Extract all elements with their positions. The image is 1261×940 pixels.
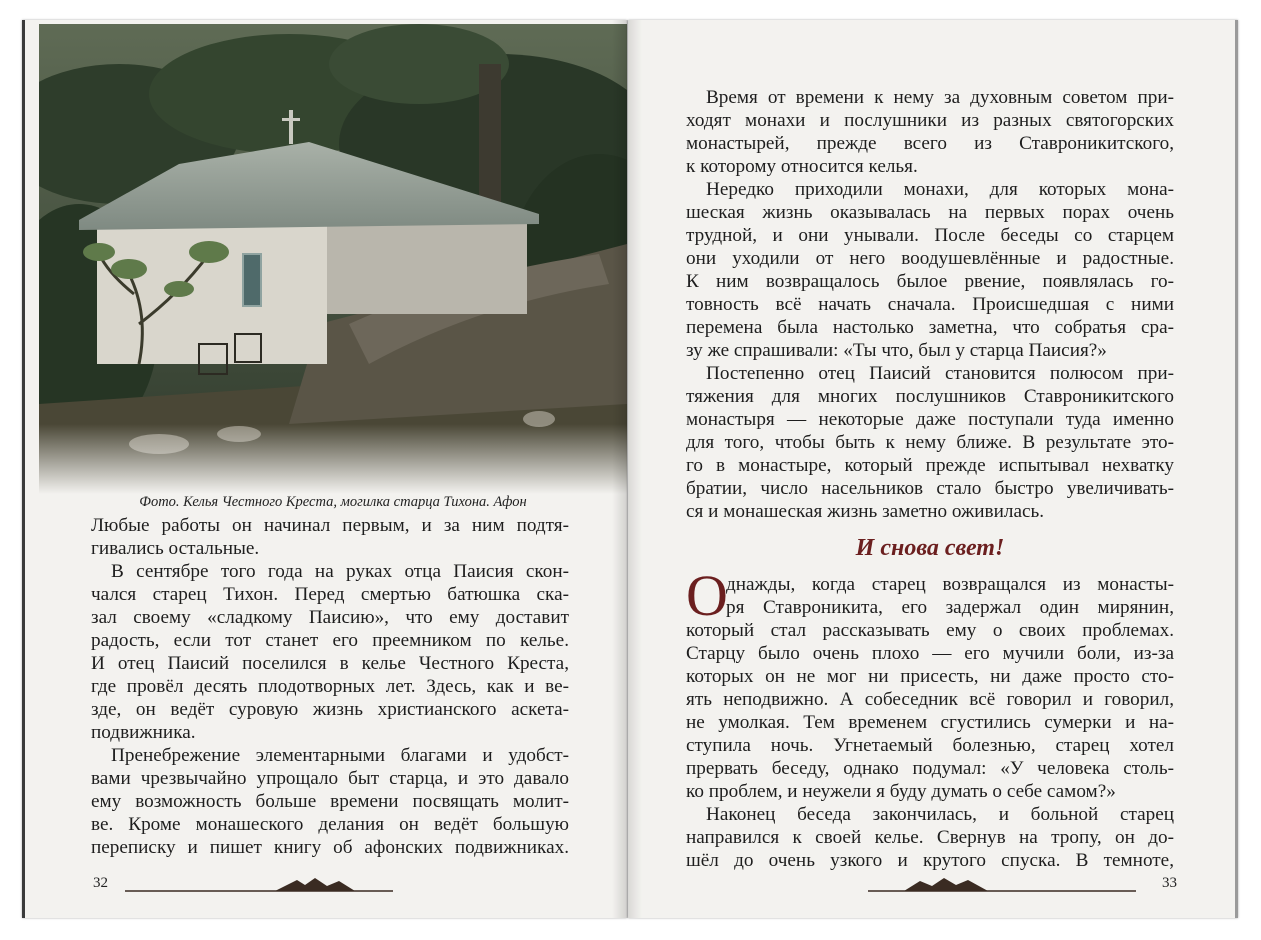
- text-line: товность всё начать сначала. Происшедшая с ними: [686, 294, 1174, 315]
- text-line: братии, число насельников стало быстро увеличивать-: [686, 478, 1174, 499]
- text-line: гивались остальные.: [91, 538, 260, 559]
- text-line: зде, он ведёт суровую жизнь христианского аскета-: [91, 699, 569, 720]
- dropcap-line: днажды, когда старец возвращался из монасты-: [726, 574, 1174, 595]
- text-line: ко проблем, и неужели я буду думать о себе самом?»: [686, 781, 1116, 802]
- right-page-text: [686, 86, 1174, 872]
- text-line: Старцу было очень плохо — его мучили боли, из-за: [686, 643, 1174, 664]
- text-line: они уходили от него воодушевлённые и радостные.: [686, 248, 1174, 269]
- text-line: Постепенно отец Паисий становится полюсом при-: [706, 363, 1174, 384]
- text-line: тяжения для многих послушников Ставроникитского: [686, 386, 1174, 407]
- window: [243, 254, 261, 306]
- text-line: монастырей, прежде всего из Ставроникитского,: [686, 133, 1174, 154]
- text-line: направился к своей келье. Свернув на тропу, он до-: [686, 827, 1174, 848]
- text-line: Пренебрежение элементарными благами и удобст-: [111, 745, 569, 766]
- text-line: к которому относится келья.: [686, 156, 918, 177]
- cell-photo: [39, 24, 627, 494]
- dropcap-letter: О: [686, 563, 728, 628]
- text-line: ве. Кроме монашеского делания он ведёт большую: [91, 814, 569, 835]
- text-line: го в монастыре, который прежде испытывал нехватку: [686, 455, 1174, 476]
- text-line: монастыря — некоторые даже поступали туда именно: [686, 409, 1174, 430]
- text-line: трудной, и они унывали. После беседы со старцем: [686, 225, 1174, 246]
- text-line: зу же спрашивали: «Ты что, был у старца Паисия?»: [686, 340, 1107, 361]
- text-line: К ним возвращалось былое рвение, появлялась го-: [686, 271, 1174, 292]
- text-line: зал своему «сладкому Паисию», что ему доставит: [91, 607, 569, 628]
- text-line: Наконец беседа закончилась, и больной старец: [706, 804, 1174, 825]
- text-line: Любые работы он начинал первым, и за ним подтя-: [91, 515, 569, 536]
- text-line: шеская жизнь оказывалась на первых порах очень: [686, 202, 1174, 223]
- text-line: ему возможность больше времени посвящать молит-: [91, 791, 569, 812]
- text-line: который стал рассказывать ему о своих проблемах.: [686, 620, 1174, 641]
- right-text-before-heading: [686, 86, 1174, 523]
- text-line: вами чрезвычайно упрощало быт старца, и это давало: [91, 768, 569, 789]
- photo-caption: Фото. Келья Честного Креста, могилка старца Тихона. Афон: [139, 494, 527, 510]
- cross-icon: [289, 110, 293, 144]
- text-line: ступила ночь. Угнетаемый болезнью, старец хотел: [686, 735, 1174, 756]
- text-line: ходят монахи и послушники из разных святогорских: [686, 110, 1174, 131]
- mountain-ornament-left: [125, 876, 395, 896]
- text-line: ять неподвижно. А собеседник всё говорил и говорил,: [686, 689, 1174, 710]
- right-text-after-heading: [686, 619, 1174, 872]
- dropcap-paragraph: [686, 563, 1174, 628]
- dropcap-line: ря Ставроникита, его задержал один мирянин,: [726, 597, 1174, 618]
- mountain-ornament-right: [868, 876, 1138, 896]
- text-line: перемена была настолько заметна, что собратья сра-: [686, 317, 1174, 338]
- text-line: не умолкая. Тем временем сгустились сумерки и на-: [686, 712, 1174, 733]
- cell-house: [97, 214, 327, 364]
- text-line: радость, если тот станет его преемником по келье.: [91, 630, 569, 651]
- book-spread: [22, 20, 1240, 920]
- left-page-text: [91, 514, 569, 859]
- text-line: ся и монашеская жизнь заметно оживилась.: [686, 501, 1045, 522]
- left-page: [22, 20, 627, 918]
- text-line: чался старец Тихон. Перед смертью батюшка ска-: [91, 584, 569, 605]
- text-line: для того, чтобы быть к нему ближе. В результате это-: [686, 432, 1174, 453]
- text-line: шёл до очень узкого и крутого спуска. В темноте,: [686, 850, 1174, 871]
- text-line: Время от времени к нему за духовным советом при-: [706, 87, 1174, 108]
- text-line: которых он не мог ни присесть, ни даже просто сто-: [686, 666, 1174, 687]
- section-heading: И снова свет!: [855, 535, 1005, 561]
- text-line: И отец Паисий поселился в келье Честного Креста,: [91, 653, 569, 674]
- text-line: где провёл десять плодотворных лет. Здесь, как и ве-: [91, 676, 569, 697]
- text-line: переписку и пишет книгу об афонских подвижниках.: [91, 837, 569, 858]
- text-line: В сентябре того года на руках отца Паисия скон-: [111, 561, 569, 582]
- text-line: Нередко приходили монахи, для которых мона-: [706, 179, 1174, 200]
- text-line: подвижника.: [91, 722, 196, 743]
- text-line: прервать беседу, однако подумал: «У человека столь-: [686, 758, 1174, 779]
- right-page: [628, 20, 1238, 918]
- page-number-left: 32: [93, 875, 108, 891]
- page-number-right: 33: [1162, 875, 1177, 891]
